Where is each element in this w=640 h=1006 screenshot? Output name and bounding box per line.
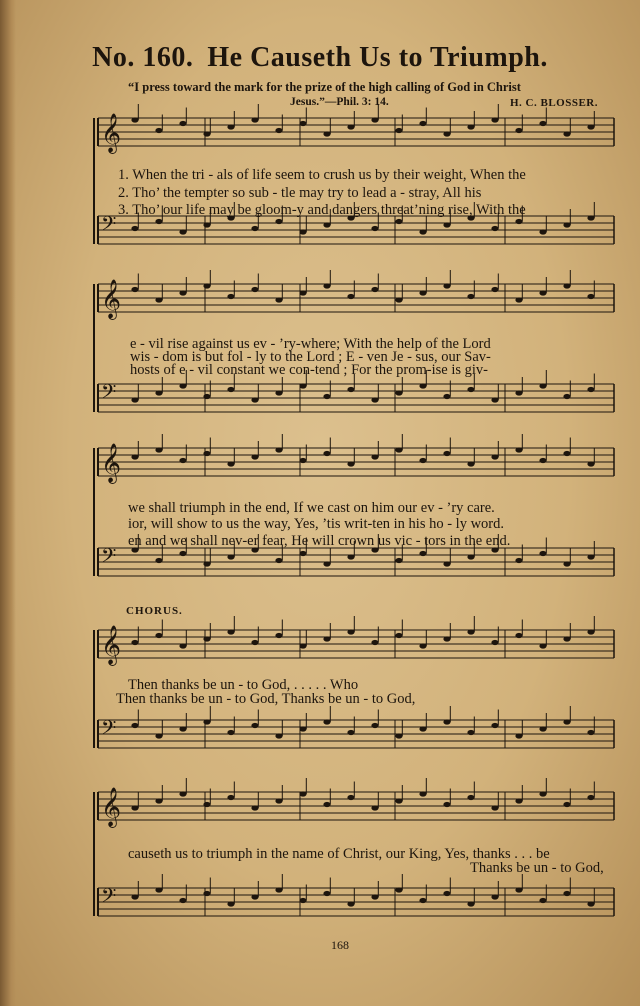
verse-3-line-2: hosts of e - vil constant we con-tend ; For the prom-ise is giv- <box>130 362 489 378</box>
verse-1-line-3: we shall triumph in the end, If we cast on him our ev - ’ry care. <box>128 500 495 516</box>
svg-text:𝄞: 𝄞 <box>101 787 122 827</box>
verse-2-line-3: ior, will show to us the way, Yes, ’tis writ-ten in his ho - ly word. <box>128 516 505 532</box>
svg-text:𝄢: 𝄢 <box>101 544 117 572</box>
hymn-title-text: He Causeth Us to Triumph. <box>207 42 548 73</box>
page-number: 168 <box>331 938 349 952</box>
svg-text:𝄢: 𝄢 <box>101 380 117 408</box>
verse-1-line-1: 1. When the tri - als of life seem to crush us by their weight, When the <box>118 167 526 183</box>
svg-text:𝄞: 𝄞 <box>101 279 122 319</box>
svg-text:𝄞: 𝄞 <box>101 443 122 483</box>
svg-text:𝄞: 𝄞 <box>101 113 122 153</box>
verse-1-line-2: e - vil rise against us ev - ’ry-where; With the help of the Lord <box>130 336 491 352</box>
chorus-label: CHORUS. <box>126 605 183 617</box>
epigraph: “I press toward the mark for the prize of the high calling of God in Christ <box>128 80 521 94</box>
chorus-line-2-soprano: causeth us to triumph in the name of Christ, our King, Yes, thanks . . . be <box>128 846 550 862</box>
scripture-reference: Jesus.”—Phil. 3: 14. <box>290 96 389 108</box>
svg-text:𝄢: 𝄢 <box>101 212 117 240</box>
hymn-number: No. 160. <box>92 42 194 73</box>
svg-text:𝄞: 𝄞 <box>101 625 122 665</box>
verse-2-line-2: wis - dom is but fol - ly to the Lord ; E - ven Je - sus, our Sav- <box>130 349 491 365</box>
svg-text:𝄢: 𝄢 <box>101 884 117 912</box>
chorus-line-1-soprano: Then thanks be un - to God, . . . . . Who <box>128 677 359 693</box>
chorus-line-1-bass: Then thanks be un - to God, Thanks be un - to God, <box>116 691 416 707</box>
verse-3-line-1: 3. Tho’ our life may be gloom-y and dangers threat’ning rise, With the <box>118 202 526 218</box>
author-credit: H. C. BLOSSER. <box>510 97 598 109</box>
chorus-line-2-bass: Thanks be un - to God, <box>470 860 604 876</box>
svg-text:𝄢: 𝄢 <box>101 716 117 744</box>
verse-3-line-3: en and we shall nev-er fear, He will crown us vic - tors in the end. <box>128 533 511 549</box>
verse-2-line-1: 2. Tho’ the tempter so sub - tle may try to lead a - stray, All his <box>118 185 482 201</box>
